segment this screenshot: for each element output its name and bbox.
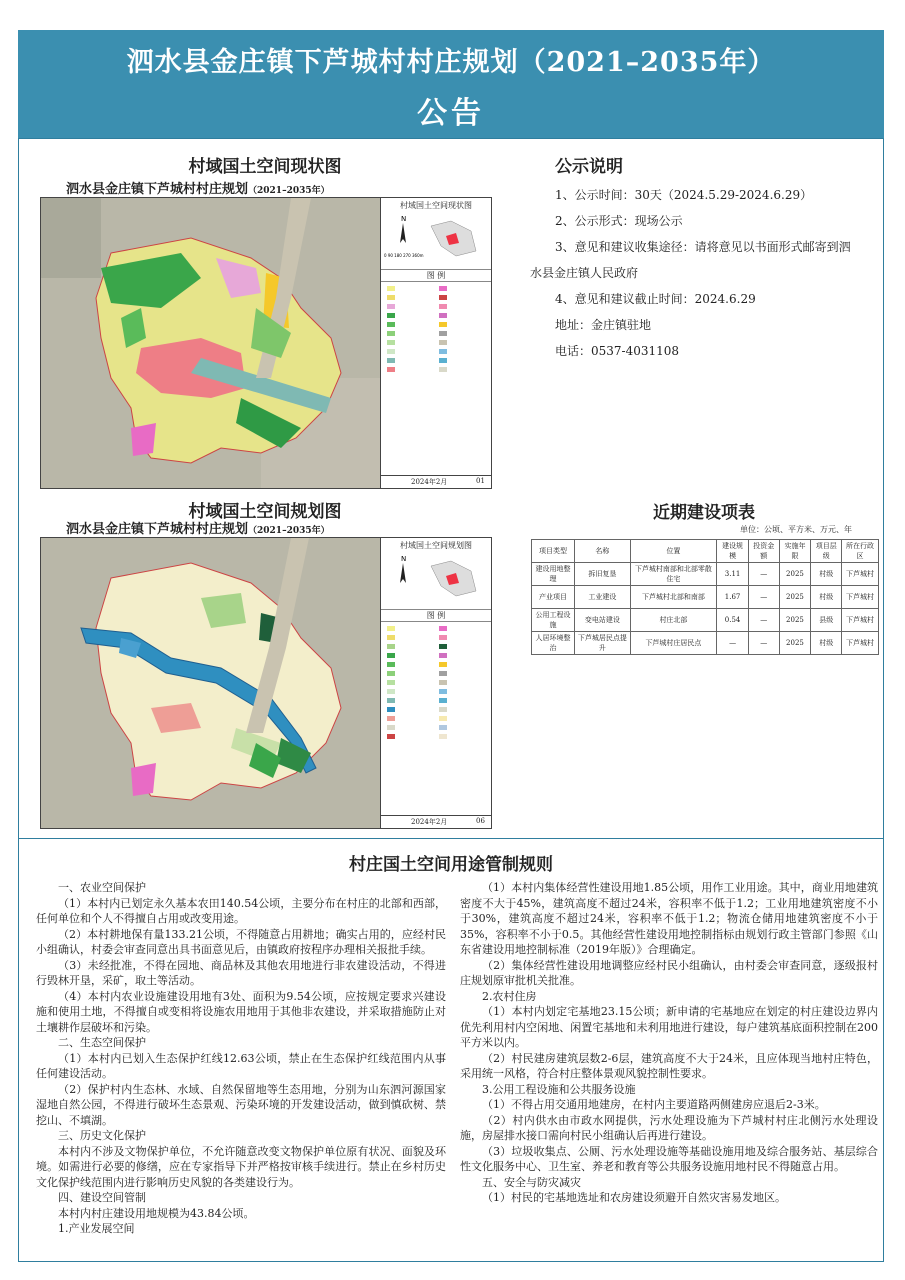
north-label: N — [401, 215, 407, 223]
table-row — [532, 586, 879, 609]
table-row — [532, 563, 879, 586]
rules-left-column — [36, 880, 446, 1237]
rule-paragraph: 3.公用工程设施和公共服务设施 — [482, 1082, 636, 1096]
table-cell: 3.11 — [717, 563, 749, 586]
map1-date: 2024年2月 — [411, 478, 448, 486]
notice-title: 公示说明 — [555, 157, 623, 177]
map1-legend-title: 图 例 — [381, 269, 491, 282]
projects-header-row — [532, 540, 879, 563]
table-cell: 下芦城村北部和南部 — [630, 586, 717, 609]
map1-legend — [380, 198, 491, 488]
map1-status-map — [40, 197, 492, 489]
table-cell: 拆旧复垦 — [575, 563, 631, 586]
north-label-2: N — [401, 555, 407, 563]
map2-legend-title: 图 例 — [381, 609, 491, 622]
projects-header-cell: 实施年限 — [779, 540, 811, 563]
rule-paragraph: （4）本村内农业设施建设用地有3处、面积为9.54公顷，应按规定要求兴建设施和使用土地，不得擅自或变相将设施农用地用于其他非农建设，并采取措施防止对土壤耕作层破坏和污染。 — [36, 989, 446, 1034]
map2-subtitle: 泗水县金庄镇下芦城村村庄规划（2021–2035年） — [66, 522, 330, 537]
map2-date: 2024年2月 — [411, 818, 448, 826]
projects-header-cell: 项目类型 — [532, 540, 575, 563]
table-cell: 村级 — [811, 586, 842, 609]
table-cell: 1.67 — [717, 586, 749, 609]
notice-line-4: 水县金庄镇人民政府 — [530, 266, 639, 280]
table-cell: — — [748, 609, 779, 632]
rule-paragraph: 一、农业空间保护 — [58, 881, 146, 894]
rule-paragraph: （3）未经批准，不得在园地、商品林及其他农用地进行非农建设活动，不得进行毁林开垦，采矿，取土等活动。 — [36, 958, 446, 987]
header-banner — [18, 30, 884, 138]
projects-header-cell: 投资金额 — [748, 540, 779, 563]
rule-paragraph: （1）村民的宅基地选址和农房建设须避开自然灾害易发地区。 — [482, 1191, 786, 1204]
page-subtitle: 公告 — [417, 96, 485, 131]
map1-panel-title: 村域国土空间现状图 — [400, 201, 472, 210]
table-cell: 下芦城村 — [842, 563, 879, 586]
table-cell: 2025 — [779, 563, 811, 586]
notice-line-5: 4、意见和建议截止时间：2024.6.29 — [555, 292, 756, 306]
table-cell: 下芦城村庄居民点 — [630, 632, 717, 655]
map2-page-no: 06 — [476, 817, 485, 825]
rule-paragraph: 1.产业发展空间 — [58, 1222, 135, 1235]
rule-paragraph: （1）本村内已划定永久基本农田140.54公顷，主要分布在村庄的北部和西部，任何单位和个人不得擅自占用或改变用途。 — [36, 896, 446, 925]
map1-page-no: 01 — [476, 477, 485, 485]
rule-paragraph: （2）本村耕地保有量133.21公顷，不得随意占用耕地；确实占用的，应经村民小组确认，村委会审查同意出具书面意见后，由镇政府按程序办理相关报批手续。 — [36, 927, 446, 956]
table-cell: 人居环境整治 — [532, 632, 575, 655]
divider-top — [18, 138, 884, 139]
rule-paragraph: （1）不得占用交通用地建房，在村内主要道路两侧建房应退后2-3米。 — [482, 1098, 826, 1111]
projects-units: 单位：公顷、平方米、万元、年 — [740, 525, 852, 534]
table-cell: 下芦城居民点提升 — [575, 632, 631, 655]
map1-compass-icon — [381, 211, 491, 261]
notice-line-3: 3、意见和建议收集途径：请将意见以书面形式邮寄到泗 — [555, 240, 851, 254]
table-cell: — — [748, 563, 779, 586]
rule-paragraph: 五、安全与防灾减灾 — [482, 1175, 581, 1189]
table-cell: 村庄北部 — [630, 609, 717, 632]
page-title: 泗水县金庄镇下芦城村村庄规划（2021–2035年） — [126, 47, 776, 78]
map2-plan-map — [40, 537, 492, 829]
notice-phone: 电话：0537-4031108 — [555, 344, 680, 358]
table-cell: 0.54 — [717, 609, 749, 632]
rules-title: 村庄国土空间用途管制规则 — [349, 855, 553, 875]
notice-line-2: 2、公示形式：现场公示 — [555, 214, 683, 228]
table-cell: 产业项目 — [532, 586, 575, 609]
rule-paragraph: （2）村内供水由市政水网提供，污水处理设施为下芦城村村庄北侧污水处理设施，房屋排水接口需向村民小组确认后再进行建设。 — [460, 1113, 878, 1142]
map1-image — [41, 198, 381, 488]
rule-paragraph: 二、生态空间保护 — [58, 1036, 146, 1049]
table-cell: 县级 — [811, 609, 842, 632]
map2-legend — [380, 538, 491, 828]
scale-bar: 0 90 180 270 360m — [384, 253, 424, 258]
projects-header-cell: 名称 — [575, 540, 631, 563]
table-row — [532, 609, 879, 632]
map2-legend-swatches — [381, 622, 491, 782]
rule-paragraph: 三、历史文化保护 — [58, 1129, 146, 1142]
rule-paragraph: （1）本村内已划入生态保护红线12.63公顷，禁止在生态保护红线范围内从事任何建设活动。 — [36, 1051, 446, 1080]
notice-line-1: 1、公示时间：30天（2024.5.29-2024.6.29） — [555, 188, 813, 202]
rule-paragraph: （2）集体经营性建设用地调整应经村民小组确认，由村委会审查同意，逐级报村庄规划原审批机关批准。 — [460, 958, 878, 987]
rule-paragraph: （2）村民建房建筑层数2-6层，建筑高度不大于24米，且应体现当地村庄特色，采用统一风格，符合村庄整体景观风貌控制性要求。 — [460, 1051, 878, 1080]
map1-section-title: 村域国土空间现状图 — [188, 157, 342, 177]
table-cell: 2025 — [779, 609, 811, 632]
rule-paragraph: 本村内村庄建设用地规模为43.84公顷。 — [58, 1206, 255, 1220]
map1-legend-swatches — [381, 282, 491, 392]
table-cell: 下芦城村 — [842, 632, 879, 655]
map1-subtitle: 泗水县金庄镇下芦城村村庄规划（2021–2035年） — [66, 182, 330, 197]
table-cell: — — [748, 632, 779, 655]
rule-paragraph: （2）保护村内生态林、水域、自然保留地等生态用地，分别为山东泗河源国家湿地自然公园，不得进行破坏生态景观、污染环境的开发建设活动，做到慎砍树、禁挖山、不填湖。 — [36, 1082, 446, 1127]
table-cell: 2025 — [779, 632, 811, 655]
projects-header-cell: 位置 — [630, 540, 717, 563]
table-cell: 下芦城村 — [842, 609, 879, 632]
map2-compass-icon — [381, 551, 491, 601]
rule-paragraph: （3）垃圾收集点、公厕、污水处理设施等基础设施用地及综合服务站、基层综合性文化服务中心、卫生室、养老和教育等公共服务设施用地村民不得随意占用。 — [460, 1144, 878, 1173]
table-cell: — — [748, 586, 779, 609]
projects-table — [531, 539, 879, 655]
rule-paragraph: （1）本村内集体经营性建设用地1.85公顷，用作工业用途。其中，商业用地建筑密度不大于45%，建筑高度不超过24米，容积率不低于1.2；工业用地建筑密度不小于30%，建筑高度不超过24米，容积率不低于1.2；物流仓储用地建筑密度不小于35%，容积率不小于0.5。其他经营性建设用地控制指标由规划行政主管部门参照《山东省建设用地控制标准（2019年版）》合理确定。 — [460, 881, 878, 956]
table-cell: 变电站建设 — [575, 609, 631, 632]
map2-image — [41, 538, 381, 828]
map1-footer — [381, 475, 491, 488]
projects-header-cell: 项目层级 — [811, 540, 842, 563]
table-cell: 下芦城村 — [842, 586, 879, 609]
table-cell: 村级 — [811, 632, 842, 655]
map2-footer — [381, 815, 491, 828]
table-cell: 下芦城村南部和北部零散住宅 — [630, 563, 717, 586]
rule-paragraph: 四、建设空间管制 — [58, 1191, 146, 1204]
rule-paragraph: 2.农村住房 — [482, 989, 537, 1003]
table-row — [532, 632, 879, 655]
table-cell: 建设用地整理 — [532, 563, 575, 586]
projects-header-cell: 所在行政区 — [842, 540, 879, 563]
notice-address: 地址：金庄镇驻地 — [555, 318, 652, 332]
table-cell: 村级 — [811, 563, 842, 586]
projects-header-cell: 建设规模 — [717, 540, 749, 563]
rule-paragraph: 本村内不涉及文物保护单位，不允许随意改变文物保护单位原有状况、面貌及环境。如需进行必要的修缮，应在专家指导下并严格按审核手续进行。禁止在乡村历史文化保护线范围内进行影响历史风貌的各类建设行为。 — [36, 1144, 446, 1189]
rules-right-column — [460, 880, 878, 1206]
table-cell: 2025 — [779, 586, 811, 609]
map2-section-title: 村域国土空间规划图 — [188, 502, 342, 522]
table-cell: 公用工程设施 — [532, 609, 575, 632]
divider-rules — [18, 838, 884, 839]
map2-panel-title: 村域国土空间规划图 — [400, 541, 472, 550]
rule-paragraph: （1）本村内划定宅基地23.15公顷；新申请的宅基地应在划定的村庄建设边界内优先利用村内空闲地、闲置宅基地和未利用地进行建设，每户建筑基底面积控制在200平方米以内。 — [460, 1005, 878, 1049]
table-cell: 工业建设 — [575, 586, 631, 609]
projects-title: 近期建设项表 — [653, 503, 755, 523]
table-cell: — — [717, 632, 749, 655]
